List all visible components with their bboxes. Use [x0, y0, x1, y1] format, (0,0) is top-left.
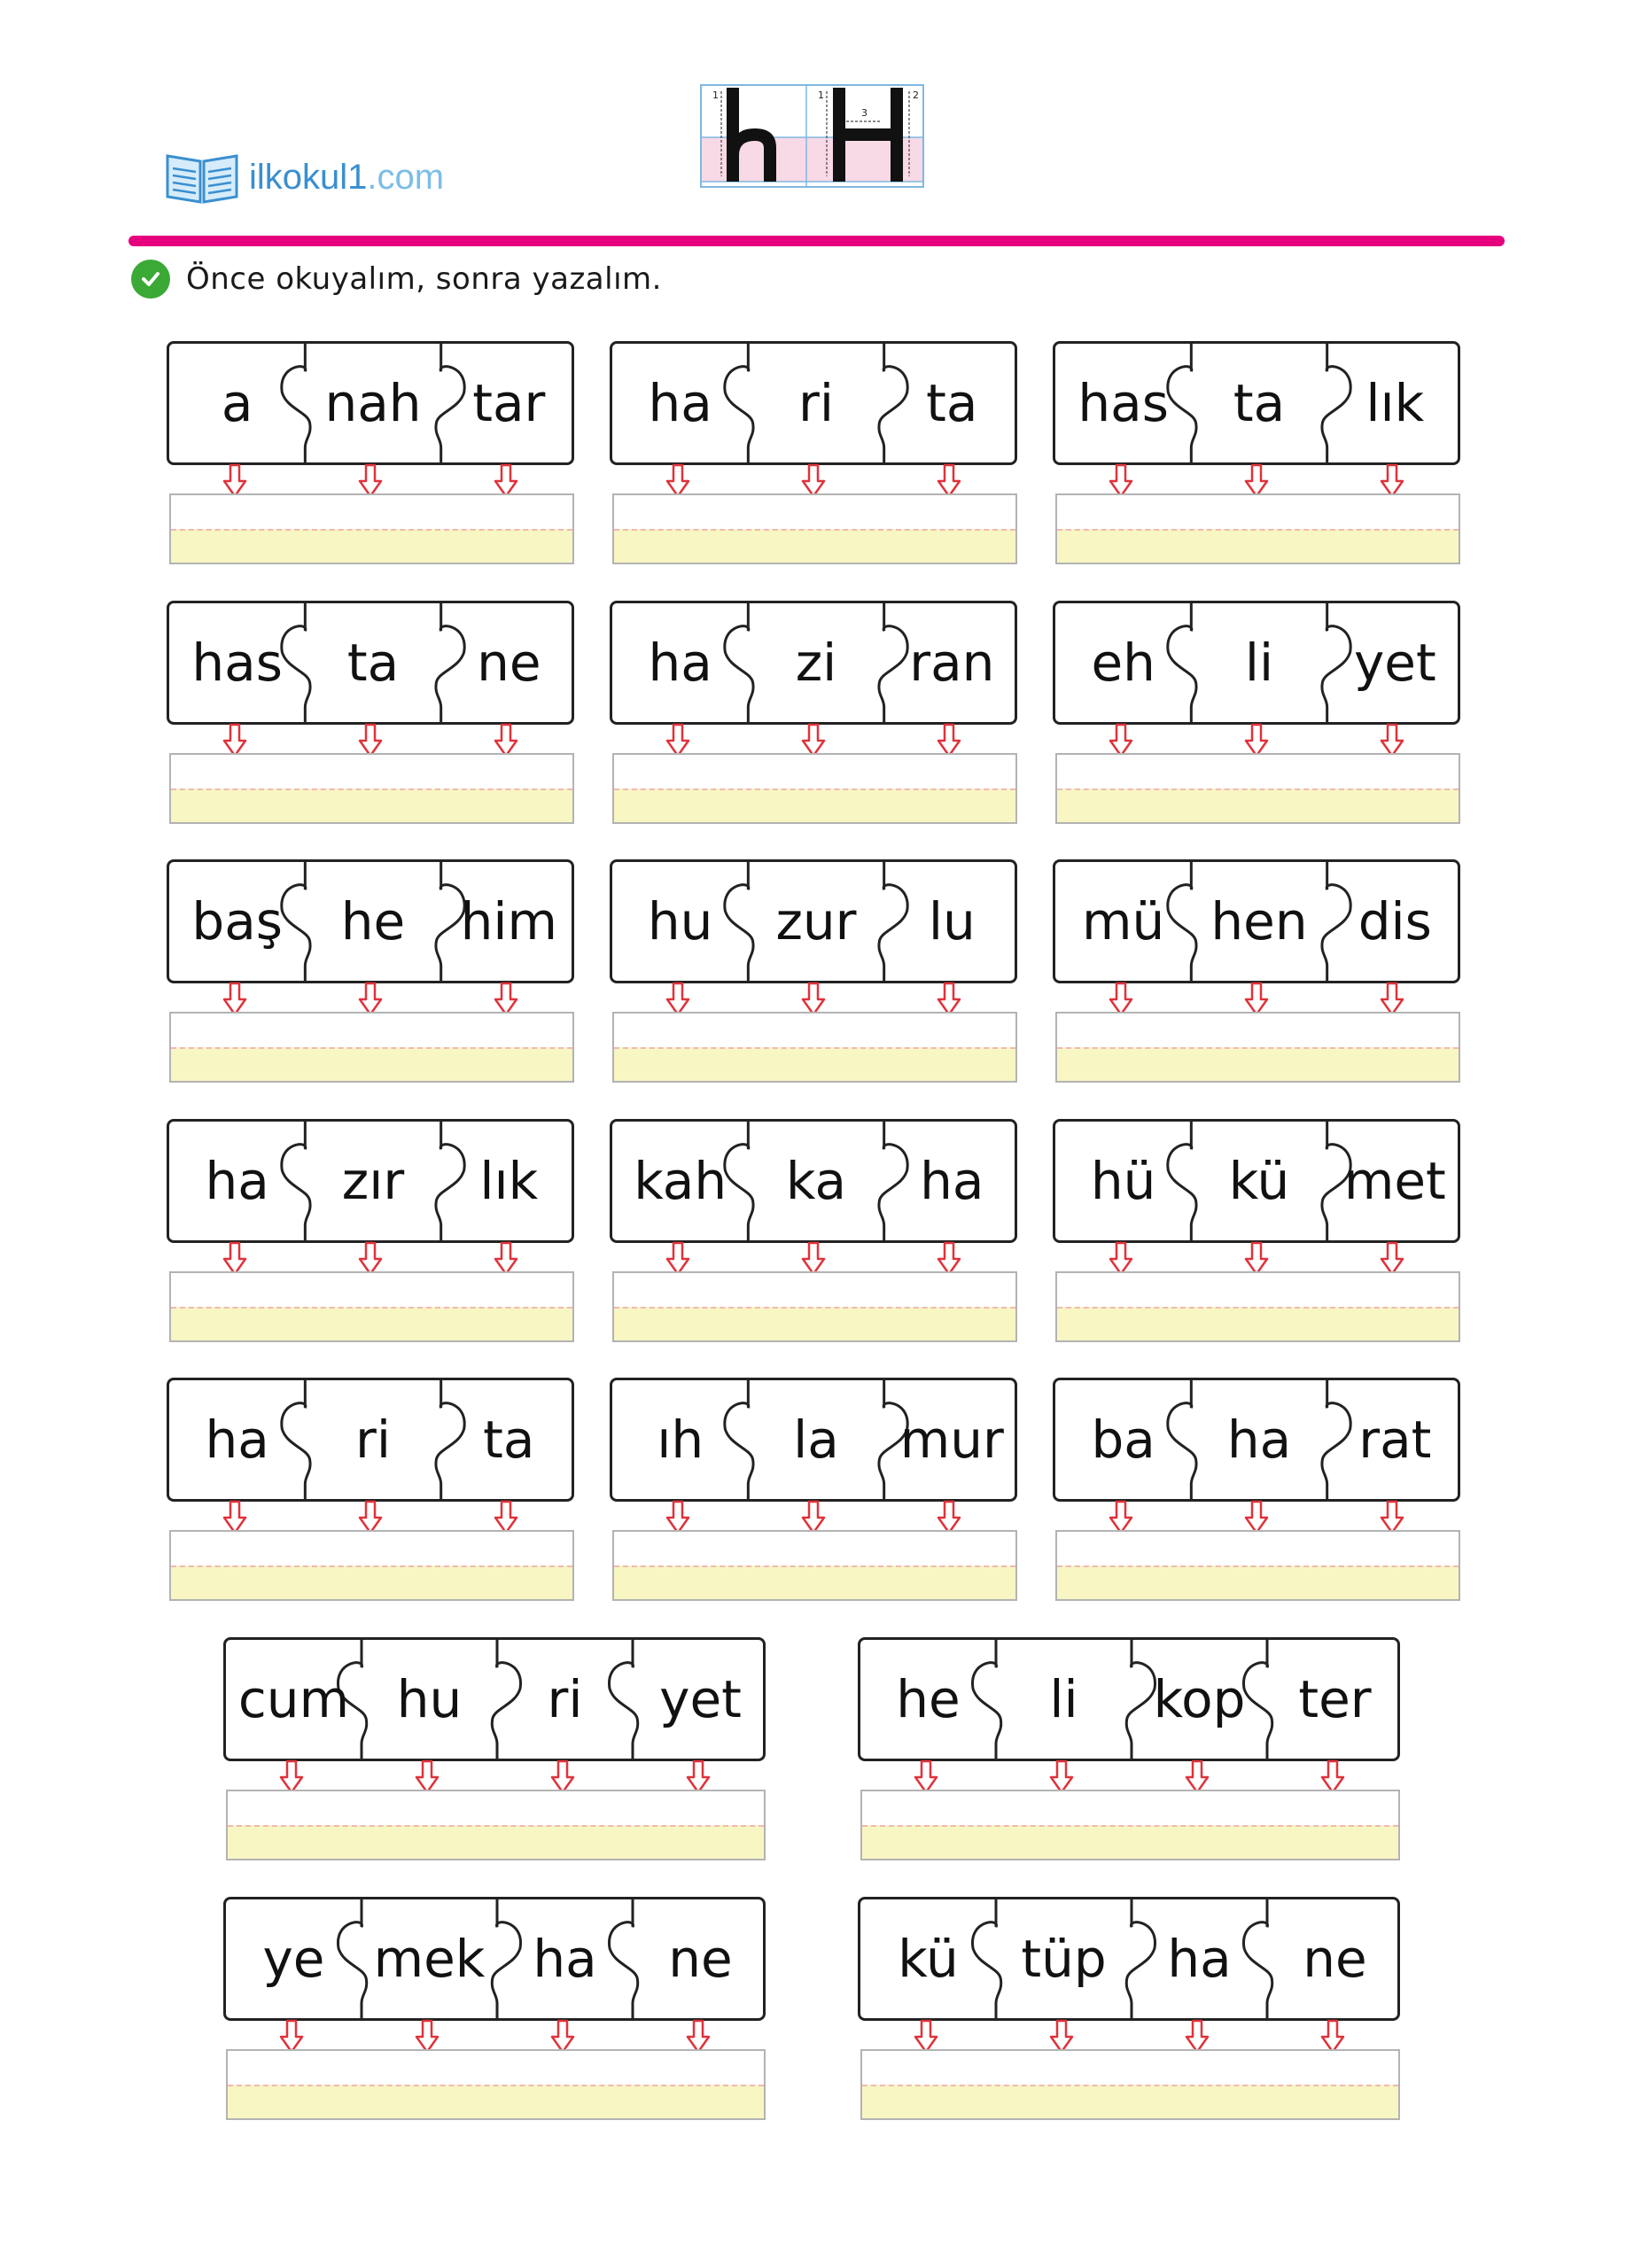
syllable: ta	[1233, 373, 1286, 433]
writing-box[interactable]	[860, 1790, 1400, 1860]
writing-guide-line	[614, 1047, 1015, 1049]
syllable: li	[1049, 1669, 1078, 1729]
exercise-item	[167, 601, 574, 824]
writing-box-fill	[1057, 1047, 1459, 1081]
syllable: has	[1078, 373, 1169, 433]
writing-guide-line	[228, 1825, 764, 1827]
syllable: ha	[533, 1929, 597, 1989]
syllable-puzzle	[610, 1378, 1017, 1502]
writing-guide-line	[862, 2085, 1398, 2086]
writing-box-fill	[1057, 529, 1459, 563]
writing-box-fill	[1057, 1307, 1459, 1340]
header-divider	[128, 236, 1505, 246]
writing-guide-line	[171, 788, 572, 790]
syllable-puzzle	[167, 859, 574, 983]
writing-box-fill	[614, 1307, 1015, 1340]
syllable: nah	[324, 373, 422, 433]
writing-guide-line	[171, 529, 572, 531]
syllable: ha	[648, 633, 712, 693]
writing-box[interactable]	[169, 1530, 574, 1601]
exercise-item	[610, 1378, 1017, 1601]
writing-box-fill	[171, 1047, 572, 1081]
syllable: lık	[1365, 373, 1425, 433]
exercise-item	[1053, 1119, 1460, 1342]
syllable: a	[221, 373, 253, 433]
syllable: la	[793, 1410, 839, 1470]
syllable: cum	[237, 1669, 350, 1729]
syllable: mek	[373, 1929, 486, 1989]
svg-text:1: 1	[712, 89, 719, 101]
writing-box-fill	[171, 1565, 572, 1599]
syllable: kü	[1228, 1151, 1290, 1211]
syllable: tüp	[1021, 1929, 1107, 1989]
syllable: ha	[205, 1151, 269, 1211]
syllable: has	[191, 633, 283, 693]
exercise-item	[167, 1119, 574, 1342]
writing-box[interactable]	[226, 2049, 766, 2120]
letter-writing-guide	[700, 84, 924, 188]
logo-text: ilkokul1.com	[249, 157, 445, 197]
syllable: rat	[1358, 1410, 1432, 1470]
syllable-puzzle	[610, 859, 1017, 983]
svg-text:1: 1	[818, 89, 824, 101]
exercise-item	[858, 1897, 1400, 2120]
site-logo	[164, 142, 444, 213]
syllable-puzzle	[167, 1119, 574, 1243]
writing-box[interactable]	[169, 1012, 574, 1083]
instruction-text: Önce okuyalım, sonra yazalım.	[186, 261, 662, 297]
writing-box[interactable]	[169, 1271, 574, 1342]
writing-box-fill	[614, 1047, 1015, 1081]
syllable: kah	[634, 1151, 727, 1211]
book-icon	[164, 149, 240, 206]
writing-guide-line	[171, 1307, 572, 1309]
writing-guide-line	[1057, 788, 1459, 790]
syllable: ıh	[657, 1410, 704, 1470]
syllable: hu	[647, 891, 713, 951]
syllable: hen	[1210, 891, 1308, 951]
syllable: yet	[659, 1669, 742, 1729]
syllable-puzzle	[167, 341, 574, 465]
writing-box-fill	[614, 529, 1015, 563]
writing-guide-line	[614, 1307, 1015, 1309]
writing-box-fill	[1057, 1565, 1459, 1599]
writing-guide-line	[614, 788, 1015, 790]
syllable-puzzle	[223, 1637, 766, 1761]
syllable: baş	[191, 891, 283, 951]
writing-box-fill	[862, 1825, 1398, 1859]
writing-box[interactable]	[612, 1271, 1017, 1342]
instruction	[131, 257, 662, 301]
check-icon	[131, 260, 170, 299]
syllable: tar	[472, 373, 546, 433]
syllable: ka	[785, 1151, 847, 1211]
syllable: him	[460, 891, 557, 951]
syllable: kop	[1153, 1669, 1246, 1729]
exercise-item	[167, 341, 574, 564]
svg-text:2: 2	[913, 89, 919, 101]
syllable: he	[340, 891, 406, 951]
syllable: yet	[1353, 633, 1436, 693]
syllable-puzzle	[858, 1637, 1400, 1761]
syllable-puzzle	[1053, 1378, 1460, 1502]
exercise-item	[610, 859, 1017, 1083]
syllable: ri	[355, 1410, 391, 1470]
exercise-item	[610, 341, 1017, 564]
exercise-item	[1053, 601, 1460, 824]
exercise-item	[610, 601, 1017, 824]
writing-box[interactable]	[226, 1790, 766, 1860]
exercise-item	[223, 1637, 766, 1860]
syllable-puzzle	[1053, 859, 1460, 983]
writing-guide-line	[1057, 1565, 1459, 1567]
syllable: dis	[1358, 891, 1432, 951]
syllable: ta	[926, 373, 978, 433]
writing-box-fill	[1057, 788, 1459, 822]
syllable: zır	[341, 1151, 405, 1211]
syllable: lık	[479, 1151, 539, 1211]
writing-box[interactable]	[612, 493, 1017, 564]
writing-box[interactable]	[612, 753, 1017, 824]
syllable-puzzle	[1053, 601, 1460, 725]
writing-guide-line	[1057, 529, 1459, 531]
syllable: ne	[668, 1929, 733, 1989]
syllable: kü	[898, 1929, 959, 1989]
syllable-puzzle	[610, 601, 1017, 725]
syllable: eh	[1091, 633, 1155, 693]
writing-guide-line	[171, 1565, 572, 1567]
syllable: mur	[899, 1410, 1004, 1470]
writing-box-fill	[862, 2085, 1398, 2118]
writing-box[interactable]	[612, 1530, 1017, 1601]
writing-box[interactable]	[1055, 1271, 1460, 1342]
writing-box-fill	[614, 1565, 1015, 1599]
syllable-puzzle	[858, 1897, 1400, 2021]
syllable: ha	[205, 1410, 269, 1470]
syllable: mü	[1082, 891, 1165, 951]
syllable: he	[896, 1669, 961, 1729]
syllable: zur	[775, 891, 857, 951]
writing-guide-line	[1057, 1307, 1459, 1309]
svg-text:3: 3	[861, 107, 867, 119]
syllable: ta	[346, 633, 400, 693]
exercise-item	[858, 1637, 1400, 1860]
writing-box[interactable]	[1055, 753, 1460, 824]
exercise-item	[1053, 341, 1460, 564]
syllable-puzzle	[1053, 341, 1460, 465]
exercise-item	[610, 1119, 1017, 1342]
syllable: ba	[1091, 1410, 1155, 1470]
writing-guide-line	[862, 1825, 1398, 1827]
exercise-item	[167, 1378, 574, 1601]
syllable: zi	[795, 633, 837, 693]
writing-box-fill	[171, 788, 572, 822]
writing-box[interactable]	[1055, 1530, 1460, 1601]
syllable-puzzle	[167, 601, 574, 725]
syllable: lu	[928, 891, 976, 951]
writing-box[interactable]	[169, 753, 574, 824]
syllable: met	[1343, 1151, 1446, 1211]
syllable: ha	[1226, 1410, 1292, 1470]
writing-guide-line	[171, 1047, 572, 1049]
writing-guide-line	[614, 1565, 1015, 1567]
syllable: ye	[262, 1929, 325, 1989]
writing-guide-line	[1057, 1047, 1459, 1049]
writing-guide-line	[614, 529, 1015, 531]
writing-box[interactable]	[1055, 1012, 1460, 1083]
writing-box-fill	[614, 788, 1015, 822]
syllable-puzzle	[1053, 1119, 1460, 1243]
exercise-item	[1053, 859, 1460, 1083]
syllable: ri	[547, 1669, 583, 1729]
syllable: ha	[648, 373, 712, 433]
exercise-item	[1053, 1378, 1460, 1601]
writing-guide-line	[228, 2085, 764, 2086]
writing-box[interactable]	[860, 2049, 1400, 2120]
exercise-item	[167, 859, 574, 1083]
syllable: ha	[1167, 1929, 1232, 1989]
syllable: hü	[1090, 1151, 1156, 1211]
exercise-item	[223, 1897, 766, 2120]
writing-box-fill	[171, 529, 572, 563]
syllable: li	[1244, 633, 1274, 693]
writing-box[interactable]	[612, 1012, 1017, 1083]
syllable: ran	[909, 633, 995, 693]
syllable: ter	[1298, 1669, 1372, 1729]
writing-box-fill	[171, 1307, 572, 1340]
syllable: ha	[920, 1151, 984, 1211]
syllable: ne	[1303, 1929, 1367, 1989]
writing-box-fill	[228, 2085, 764, 2118]
writing-box[interactable]	[169, 493, 574, 564]
writing-box-fill	[228, 1825, 764, 1859]
syllable-puzzle	[223, 1897, 766, 2021]
syllable-puzzle	[610, 341, 1017, 465]
syllable: ta	[483, 1410, 535, 1470]
writing-box[interactable]	[1055, 493, 1460, 564]
syllable: ri	[798, 373, 834, 433]
syllable-puzzle	[610, 1119, 1017, 1243]
syllable: hu	[396, 1669, 463, 1729]
syllable-puzzle	[167, 1378, 574, 1502]
syllable: ne	[477, 633, 541, 693]
